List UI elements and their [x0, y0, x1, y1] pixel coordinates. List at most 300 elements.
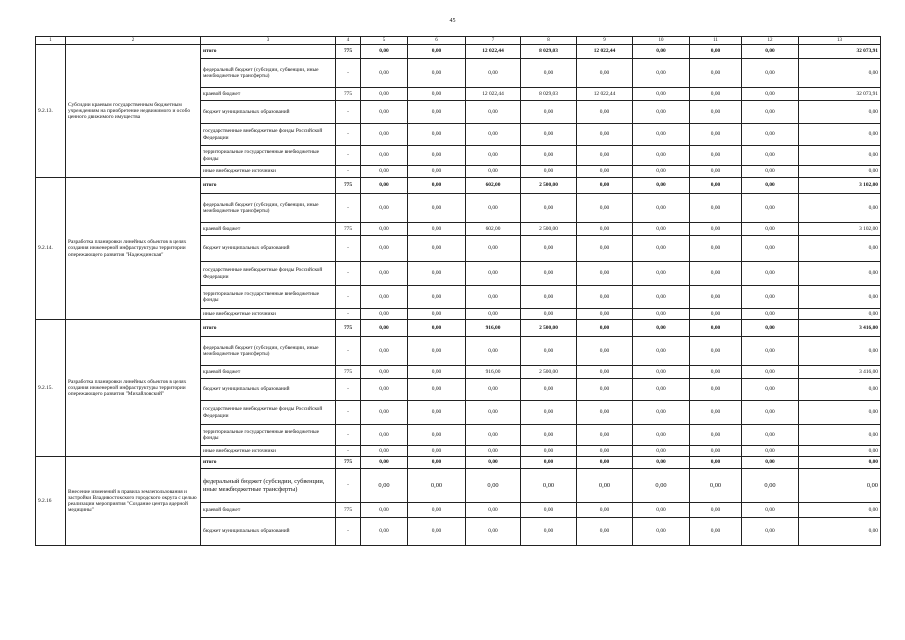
amount-cell: 0,00 [742, 401, 799, 425]
amount-cell: 0,00 [408, 401, 466, 425]
amount-cell: 0,00 [408, 88, 466, 101]
col-header: 12 [742, 37, 799, 45]
amount-cell: 0,00 [633, 178, 690, 194]
amount-cell: 0,00 [633, 101, 690, 124]
funding-source: итого [201, 45, 336, 59]
amount-cell: 0,00 [466, 469, 521, 503]
col-header: 9 [577, 37, 633, 45]
amount-cell: 0,00 [742, 503, 799, 518]
amount-cell: 0,00 [521, 446, 577, 457]
amount-cell: 0,00 [466, 166, 521, 178]
amount-cell: 0,00 [408, 366, 466, 379]
amount-cell: 0,00 [408, 320, 466, 337]
amount-cell: 0,00 [361, 366, 408, 379]
amount-cell: 0,00 [577, 59, 633, 88]
amount-cell: 0,00 [408, 166, 466, 178]
amount-cell: 0,00 [361, 166, 408, 178]
col-header: 11 [690, 37, 742, 45]
col-header: 4 [336, 37, 361, 45]
amount-cell: 0,00 [633, 425, 690, 446]
amount-cell: 0,00 [577, 101, 633, 124]
amount-cell: 12 022,44 [577, 88, 633, 101]
amount-cell: 0,00 [466, 59, 521, 88]
col-header: 2 [66, 37, 201, 45]
amount-cell: 12 022,44 [466, 88, 521, 101]
amount-cell: 0,00 [742, 59, 799, 88]
category-code: - [336, 194, 361, 223]
amount-cell: 0,00 [408, 124, 466, 146]
funding-source: федеральный бюджет (субсидии, субвенции, иные межбюджетные трансферты) [201, 337, 336, 366]
category-code: - [336, 146, 361, 166]
amount-cell: 0,00 [799, 457, 881, 469]
amount-cell: 0,00 [577, 469, 633, 503]
amount-cell: 0,00 [633, 457, 690, 469]
amount-cell: 32 073,91 [799, 88, 881, 101]
amount-cell: 0,00 [361, 309, 408, 320]
amount-cell: 0,00 [408, 45, 466, 59]
amount-cell: 0,00 [799, 401, 881, 425]
amount-cell: 0,00 [742, 446, 799, 457]
amount-cell: 0,00 [577, 457, 633, 469]
amount-cell: 0,00 [577, 503, 633, 518]
amount-cell: 0,00 [742, 178, 799, 194]
funding-source: территориальные государственные внебюджетные фонды [201, 425, 336, 446]
amount-cell: 0,00 [799, 101, 881, 124]
funding-source: итого [201, 178, 336, 194]
amount-cell: 0,00 [408, 469, 466, 503]
amount-cell: 0,00 [690, 446, 742, 457]
amount-cell: 0,00 [799, 337, 881, 366]
amount-cell: 0,00 [690, 101, 742, 124]
amount-cell: 0,00 [742, 236, 799, 262]
amount-cell: 0,00 [690, 425, 742, 446]
amount-cell: 0,00 [408, 379, 466, 401]
amount-cell: 0,00 [577, 366, 633, 379]
amount-cell: 0,00 [577, 446, 633, 457]
category-code: 775 [336, 366, 361, 379]
amount-cell: 916,00 [466, 366, 521, 379]
amount-cell: 0,00 [633, 309, 690, 320]
amount-cell: 2 500,00 [521, 178, 577, 194]
category-code: - [336, 166, 361, 178]
amount-cell: 0,00 [361, 236, 408, 262]
amount-cell: 0,00 [521, 309, 577, 320]
category-code: 775 [336, 178, 361, 194]
funding-source: иные внебюджетные источники [201, 166, 336, 178]
amount-cell: 0,00 [633, 194, 690, 223]
budget-table [35, 36, 881, 546]
amount-cell: 0,00 [742, 223, 799, 236]
amount-cell: 0,00 [408, 146, 466, 166]
amount-cell: 0,00 [799, 379, 881, 401]
amount-cell: 0,00 [742, 146, 799, 166]
amount-cell: 0,00 [408, 178, 466, 194]
amount-cell: 0,00 [742, 45, 799, 59]
amount-cell: 0,00 [690, 194, 742, 223]
amount-cell: 0,00 [633, 262, 690, 286]
measure-code: 9.2.16 [36, 457, 66, 546]
amount-cell: 0,00 [521, 425, 577, 446]
amount-cell: 0,00 [742, 457, 799, 469]
amount-cell: 0,00 [521, 337, 577, 366]
funding-source: бюджет муниципальных образований [201, 101, 336, 124]
amount-cell: 0,00 [408, 286, 466, 309]
category-code: - [336, 262, 361, 286]
category-code: 775 [336, 320, 361, 337]
amount-cell: 0,00 [361, 88, 408, 101]
category-code: 775 [336, 503, 361, 518]
amount-cell: 0,00 [466, 236, 521, 262]
amount-cell: 0,00 [742, 88, 799, 101]
amount-cell: 0,00 [633, 469, 690, 503]
amount-cell: 0,00 [690, 518, 742, 546]
category-code: - [336, 446, 361, 457]
amount-cell: 0,00 [361, 425, 408, 446]
amount-cell: 0,00 [361, 194, 408, 223]
amount-cell: 0,00 [577, 124, 633, 146]
amount-cell: 0,00 [690, 366, 742, 379]
amount-cell: 0,00 [361, 262, 408, 286]
category-code: - [336, 101, 361, 124]
amount-cell: 0,00 [408, 101, 466, 124]
amount-cell: 0,00 [799, 236, 881, 262]
category-code: - [336, 236, 361, 262]
amount-cell: 0,00 [577, 166, 633, 178]
amount-cell: 0,00 [466, 262, 521, 286]
amount-cell: 0,00 [633, 236, 690, 262]
amount-cell: 0,00 [633, 59, 690, 88]
amount-cell: 0,00 [577, 262, 633, 286]
amount-cell: 0,00 [742, 194, 799, 223]
amount-cell: 0,00 [361, 401, 408, 425]
category-code: 775 [336, 457, 361, 469]
amount-cell: 0,00 [361, 457, 408, 469]
amount-cell: 0,00 [577, 236, 633, 262]
table-row [36, 320, 881, 337]
amount-cell: 0,00 [361, 337, 408, 366]
amount-cell: 0,00 [799, 503, 881, 518]
amount-cell: 0,00 [466, 503, 521, 518]
amount-cell: 0,00 [633, 366, 690, 379]
amount-cell: 0,00 [690, 124, 742, 146]
funding-source: государственные внебюджетные фонды Российской Федерации [201, 262, 336, 286]
amount-cell: 0,00 [742, 469, 799, 503]
amount-cell: 0,00 [361, 379, 408, 401]
funding-source: территориальные государственные внебюджетные фонды [201, 146, 336, 166]
category-code: - [336, 518, 361, 546]
amount-cell: 0,00 [361, 146, 408, 166]
amount-cell: 0,00 [742, 262, 799, 286]
amount-cell: 3 416,00 [799, 320, 881, 337]
amount-cell: 0,00 [361, 518, 408, 546]
amount-cell: 0,00 [361, 286, 408, 309]
amount-cell: 0,00 [799, 146, 881, 166]
amount-cell: 0,00 [521, 262, 577, 286]
amount-cell: 0,00 [742, 366, 799, 379]
amount-cell: 0,00 [742, 286, 799, 309]
amount-cell: 0,00 [633, 88, 690, 101]
amount-cell: 0,00 [690, 223, 742, 236]
amount-cell: 0,00 [361, 503, 408, 518]
measure-name: Внесение изменений в правила землепользования и застройки Владивостокского городского округа с целью реализации мероприятия "Создание центра ядерной медицины" [66, 457, 201, 546]
col-header: 8 [521, 37, 577, 45]
amount-cell: 0,00 [690, 146, 742, 166]
amount-cell: 0,00 [690, 337, 742, 366]
funding-source: территориальные государственные внебюджетные фонды [201, 286, 336, 309]
funding-source: бюджет муниципальных образований [201, 518, 336, 546]
amount-cell: 0,00 [361, 101, 408, 124]
column-number-header-row [36, 37, 881, 45]
funding-source: федеральный бюджет (субсидии, субвенции, иные межбюджетные трансферты) [201, 469, 336, 503]
funding-source: бюджет муниципальных образований [201, 236, 336, 262]
amount-cell: 0,00 [361, 469, 408, 503]
amount-cell: 0,00 [799, 166, 881, 178]
amount-cell: 0,00 [577, 401, 633, 425]
amount-cell: 0,00 [799, 262, 881, 286]
amount-cell: 0,00 [633, 401, 690, 425]
amount-cell: 0,00 [633, 286, 690, 309]
amount-cell: 0,00 [799, 446, 881, 457]
amount-cell: 0,00 [521, 503, 577, 518]
amount-cell: 0,00 [521, 518, 577, 546]
amount-cell: 0,00 [690, 236, 742, 262]
amount-cell: 0,00 [521, 194, 577, 223]
amount-cell: 0,00 [742, 320, 799, 337]
amount-cell: 0,00 [690, 320, 742, 337]
amount-cell: 8 029,03 [521, 45, 577, 59]
measure-code: 9.2.15. [36, 320, 66, 457]
funding-source: итого [201, 457, 336, 469]
amount-cell: 0,00 [521, 286, 577, 309]
amount-cell: 0,00 [577, 379, 633, 401]
amount-cell: 0,00 [742, 379, 799, 401]
amount-cell: 0,00 [577, 223, 633, 236]
funding-source: краевой бюджет [201, 88, 336, 101]
amount-cell: 0,00 [633, 146, 690, 166]
amount-cell: 916,00 [466, 320, 521, 337]
category-code: 775 [336, 45, 361, 59]
amount-cell: 0,00 [690, 379, 742, 401]
amount-cell: 0,00 [408, 262, 466, 286]
amount-cell: 0,00 [361, 124, 408, 146]
amount-cell: 0,00 [799, 469, 881, 503]
amount-cell: 3 102,00 [799, 178, 881, 194]
amount-cell: 0,00 [408, 59, 466, 88]
amount-cell: 12 022,44 [466, 45, 521, 59]
category-code: - [336, 309, 361, 320]
amount-cell: 0,00 [690, 45, 742, 59]
amount-cell: 0,00 [466, 425, 521, 446]
page-number: 45 [449, 18, 456, 24]
measure-code: 9.2.13. [36, 45, 66, 178]
amount-cell: 0,00 [577, 425, 633, 446]
amount-cell: 0,00 [361, 178, 408, 194]
amount-cell: 0,00 [633, 223, 690, 236]
amount-cell: 0,00 [361, 59, 408, 88]
funding-source: иные внебюджетные источники [201, 446, 336, 457]
category-code: 775 [336, 88, 361, 101]
amount-cell: 0,00 [690, 88, 742, 101]
amount-cell: 0,00 [742, 101, 799, 124]
amount-cell: 0,00 [633, 518, 690, 546]
amount-cell: 0,00 [521, 166, 577, 178]
amount-cell: 0,00 [690, 262, 742, 286]
amount-cell: 12 022,44 [577, 45, 633, 59]
amount-cell: 0,00 [577, 178, 633, 194]
amount-cell: 0,00 [577, 146, 633, 166]
amount-cell: 0,00 [408, 309, 466, 320]
amount-cell: 0,00 [690, 166, 742, 178]
amount-cell: 0,00 [521, 124, 577, 146]
amount-cell: 0,00 [466, 194, 521, 223]
funding-source: итого [201, 320, 336, 337]
table-row [36, 178, 881, 194]
amount-cell: 0,00 [633, 379, 690, 401]
measure-name: Субсидии краевым государственным бюджетным учреждениям на приобретение недвижимого и особо ценного движимого имущества [66, 45, 201, 178]
amount-cell: 0,00 [521, 457, 577, 469]
amount-cell: 0,00 [361, 320, 408, 337]
amount-cell: 0,00 [408, 194, 466, 223]
funding-source: государственные внебюджетные фонды Российской Федерации [201, 124, 336, 146]
amount-cell: 0,00 [742, 309, 799, 320]
amount-cell: 0,00 [466, 401, 521, 425]
measure-name: Разработка планировки линейных объектов в целях создания инженерной инфраструктуры территории опережающего развития "Надеждинская" [66, 178, 201, 320]
col-header: 6 [408, 37, 466, 45]
category-code: - [336, 337, 361, 366]
amount-cell: 0,00 [521, 101, 577, 124]
amount-cell: 0,00 [633, 166, 690, 178]
amount-cell: 0,00 [408, 457, 466, 469]
amount-cell: 3 416,00 [799, 366, 881, 379]
funding-source: краевой бюджет [201, 366, 336, 379]
amount-cell: 0,00 [799, 194, 881, 223]
amount-cell: 602,00 [466, 223, 521, 236]
table-row [36, 457, 881, 469]
col-header: 7 [466, 37, 521, 45]
funding-source: государственные внебюджетные фонды Российской Федерации [201, 401, 336, 425]
amount-cell: 0,00 [633, 45, 690, 59]
amount-cell: 0,00 [408, 223, 466, 236]
amount-cell: 0,00 [466, 446, 521, 457]
table-body [36, 45, 881, 546]
amount-cell: 0,00 [690, 178, 742, 194]
amount-cell: 0,00 [633, 503, 690, 518]
amount-cell: 602,00 [466, 178, 521, 194]
amount-cell: 0,00 [521, 59, 577, 88]
amount-cell: 0,00 [690, 401, 742, 425]
measure-code: 9.2.14. [36, 178, 66, 320]
col-header: 13 [799, 37, 881, 45]
amount-cell: 2 500,00 [521, 366, 577, 379]
amount-cell: 0,00 [690, 457, 742, 469]
funding-source: бюджет муниципальных образований [201, 379, 336, 401]
amount-cell: 0,00 [466, 101, 521, 124]
funding-source: иные внебюджетные источники [201, 309, 336, 320]
amount-cell: 0,00 [521, 401, 577, 425]
amount-cell: 0,00 [690, 503, 742, 518]
amount-cell: 8 029,03 [521, 88, 577, 101]
category-code: - [336, 286, 361, 309]
amount-cell: 0,00 [408, 337, 466, 366]
funding-source: краевой бюджет [201, 503, 336, 518]
amount-cell: 0,00 [466, 337, 521, 366]
amount-cell: 0,00 [521, 146, 577, 166]
amount-cell: 0,00 [742, 425, 799, 446]
amount-cell: 0,00 [408, 425, 466, 446]
amount-cell: 0,00 [466, 146, 521, 166]
category-code: - [336, 124, 361, 146]
amount-cell: 0,00 [633, 320, 690, 337]
amount-cell: 0,00 [466, 379, 521, 401]
amount-cell: 0,00 [577, 286, 633, 309]
amount-cell: 0,00 [742, 518, 799, 546]
category-code: - [336, 469, 361, 503]
amount-cell: 0,00 [577, 309, 633, 320]
amount-cell: 0,00 [742, 124, 799, 146]
amount-cell: 0,00 [408, 236, 466, 262]
amount-cell: 0,00 [361, 45, 408, 59]
amount-cell: 0,00 [577, 337, 633, 366]
amount-cell: 32 073,91 [799, 45, 881, 59]
category-code: - [336, 425, 361, 446]
amount-cell: 0,00 [577, 320, 633, 337]
col-header: 1 [36, 37, 66, 45]
amount-cell: 0,00 [361, 223, 408, 236]
amount-cell: 0,00 [690, 59, 742, 88]
col-header: 10 [633, 37, 690, 45]
amount-cell: 2 500,00 [521, 223, 577, 236]
amount-cell: 0,00 [521, 236, 577, 262]
amount-cell: 0,00 [408, 518, 466, 546]
amount-cell: 0,00 [466, 518, 521, 546]
amount-cell: 0,00 [799, 286, 881, 309]
amount-cell: 0,00 [577, 518, 633, 546]
funding-source: федеральный бюджет (субсидии, субвенции, иные межбюджетные трансферты) [201, 59, 336, 88]
amount-cell: 0,00 [799, 518, 881, 546]
amount-cell: 0,00 [633, 337, 690, 366]
amount-cell: 0,00 [633, 446, 690, 457]
amount-cell: 0,00 [633, 124, 690, 146]
amount-cell: 0,00 [742, 337, 799, 366]
amount-cell: 0,00 [799, 309, 881, 320]
amount-cell: 0,00 [742, 166, 799, 178]
amount-cell: 0,00 [361, 446, 408, 457]
measure-name: Разработка планировки линейных объектов в целях создания инженерной инфраструктуры территории опережающего развития "Михайловский" [66, 320, 201, 457]
amount-cell: 0,00 [577, 194, 633, 223]
table-row [36, 45, 881, 59]
amount-cell: 0,00 [690, 286, 742, 309]
amount-cell: 0,00 [799, 124, 881, 146]
amount-cell: 3 102,00 [799, 223, 881, 236]
category-code: - [336, 401, 361, 425]
amount-cell: 0,00 [466, 124, 521, 146]
category-code: 775 [336, 223, 361, 236]
amount-cell: 0,00 [521, 379, 577, 401]
amount-cell: 0,00 [466, 457, 521, 469]
funding-source: федеральный бюджет (субсидии, субвенции, иные межбюджетные трансферты) [201, 194, 336, 223]
amount-cell: 0,00 [799, 59, 881, 88]
col-header: 5 [361, 37, 408, 45]
category-code: - [336, 379, 361, 401]
amount-cell: 0,00 [408, 446, 466, 457]
amount-cell: 0,00 [408, 503, 466, 518]
col-header: 3 [201, 37, 336, 45]
category-code: - [336, 59, 361, 88]
amount-cell: 0,00 [466, 309, 521, 320]
amount-cell: 0,00 [799, 425, 881, 446]
amount-cell: 0,00 [521, 469, 577, 503]
amount-cell: 0,00 [690, 309, 742, 320]
